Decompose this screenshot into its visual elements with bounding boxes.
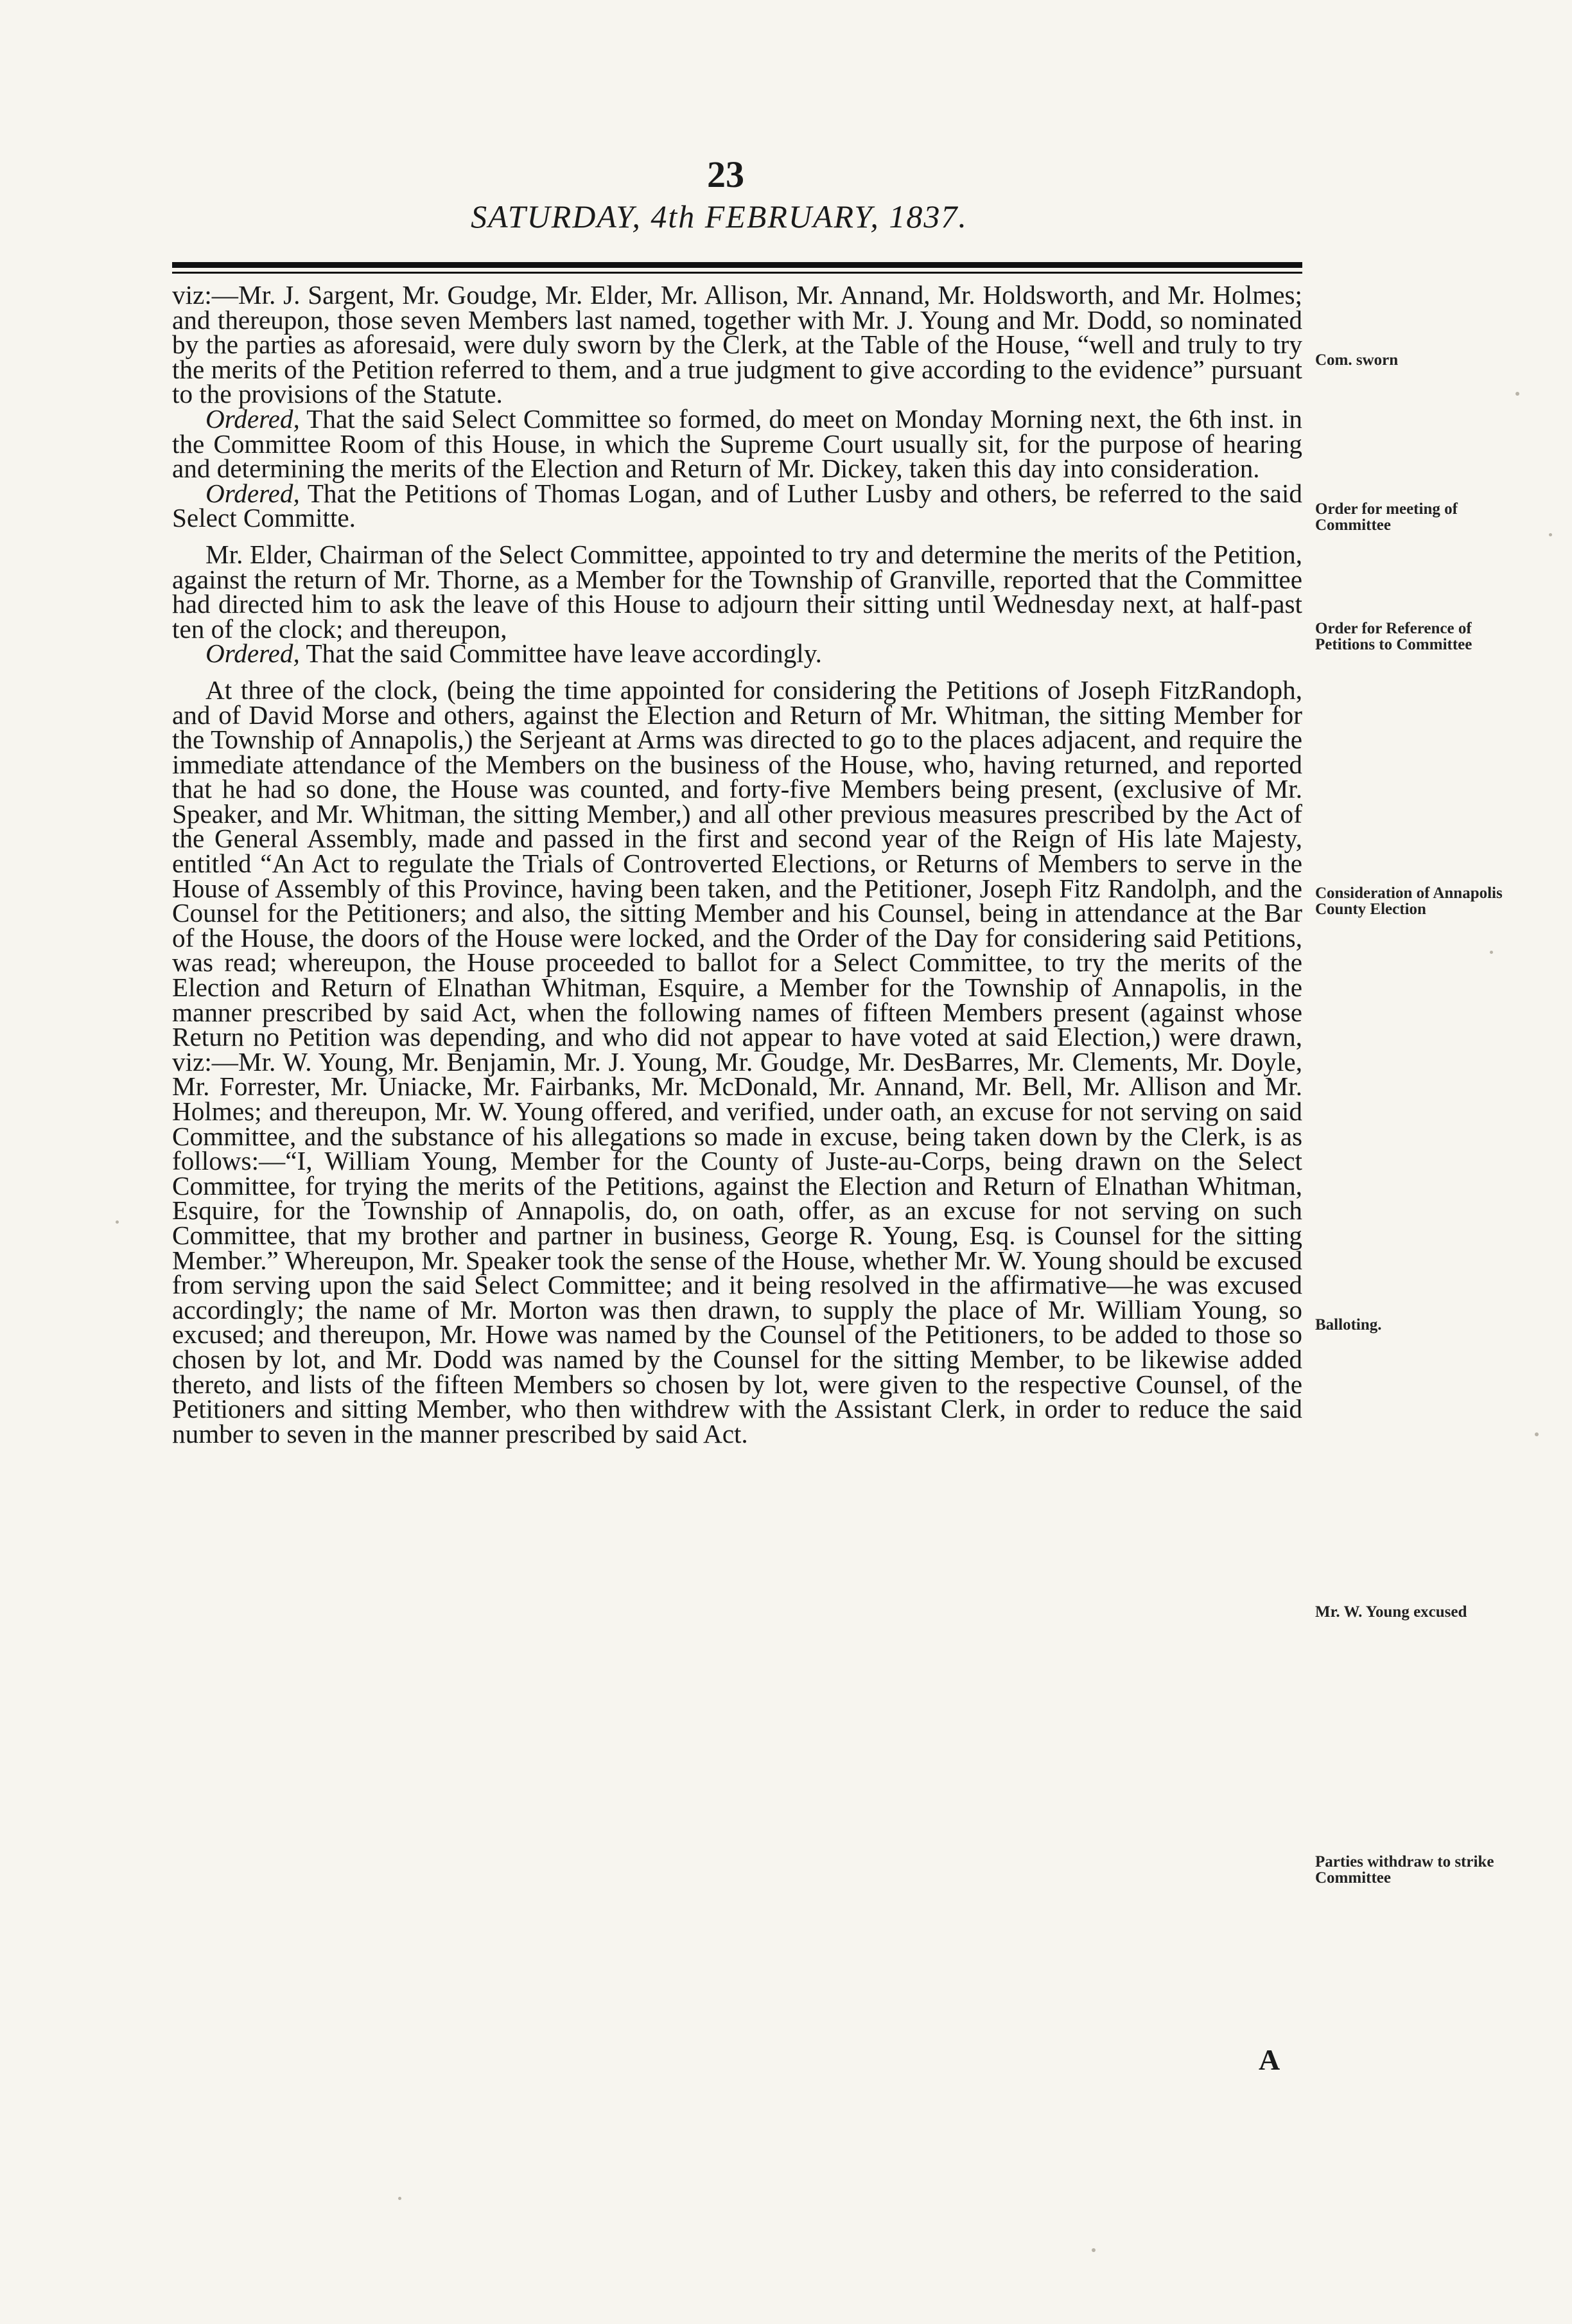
ordered-label: Ordered, <box>205 403 300 434</box>
journal-body <box>172 280 1302 1448</box>
margin-note-parties-withdraw: Parties withdraw to strike Committee <box>1315 1853 1494 1887</box>
paragraph-text: Mr. Elder, Chairman of the Select Committee, appointed to try and determine the merits of the Petition, against the return of Mr. Thorne, as a Member for the Township of Granville, reported that the Committee had directed him to ask the leave of this House to adjourn their sitting until Wednesday next, at half-past ten of the clock; and thereupon, <box>172 539 1302 644</box>
page-number: 23 <box>707 154 744 195</box>
paragraph-text: viz:—Mr. J. Sargent, Mr. Goudge, Mr. Elder, Mr. Allison, Mr. Annand, Mr. Holdsworth, and Mr. Holmes; and thereupon, those seven Members last named, together with Mr. J. Young and Mr. Dodd, so nominated by the parties as aforesaid, were duly sworn by the Clerk, at the Table of the House, “well and truly to try the merits of the Petition referred to them, and a true judgment to give according to the evidence” pursuant to the provisions of the Statute. <box>172 280 1302 409</box>
margin-note-order-meeting: Order for meeting of Committee <box>1315 500 1458 534</box>
paper-speck <box>1535 1432 1539 1436</box>
catchword: A <box>1259 2043 1280 2076</box>
paragraph-text: That the said Committee have leave accordingly. <box>299 638 822 669</box>
paper-speck <box>1092 2248 1096 2252</box>
margin-note-order-reference: Order for Reference of Petitions to Committee <box>1315 620 1472 653</box>
paper-speck <box>1490 951 1493 954</box>
paragraph-order-reference <box>172 478 1302 533</box>
paper-speck <box>116 1220 119 1224</box>
margin-note-com-sworn: Com. sworn <box>1315 351 1399 369</box>
paragraph-annapolis-election <box>172 674 1302 1448</box>
paper-speck <box>1549 533 1552 536</box>
header-rule-thin <box>172 272 1302 274</box>
running-head: SATURDAY, 4th FEBRUARY, 1837. <box>471 198 968 234</box>
paragraph-text: That the Petitions of Thomas Logan, and of Luther Lusby and others, be referred to the said Select Committe. <box>172 478 1302 533</box>
paragraph-committee-sworn <box>172 280 1302 409</box>
header-rule-thick <box>172 262 1302 268</box>
margin-note-young-excused: Mr. W. Young excused <box>1315 1603 1467 1621</box>
margin-note-balloting: Balloting. <box>1315 1316 1382 1334</box>
paragraph-text: That the said Select Committee so formed, do meet on Monday Morning next, the 6th inst. in the Committee Room of this House, in which the Supreme Court usually sit, for the purpose of hearing and determining the merits of the Election and Return of Mr. Dickey, taken this day into consideration. <box>172 403 1302 484</box>
paper-speck <box>1515 392 1519 396</box>
paragraph-text: At three of the clock, (being the time appointed for considering the Petitions of Joseph FitzRandoph, and of David Morse and others, against the Election and Return of Mr. Whitman, the sitting Member for the Township of Annapolis,) the Serjeant at Arms was directed to go to the places adjacent, and require the immediate attendance of the Members on the business of the House, who, having returned, and reported that he had so done, the House was counted, and forty-five Members being present, (exclusive of Mr. Speaker, and Mr. Whitman, the sitting Member,) and all other previous measures prescribed by the Act of the General Assembly, made and passed in the first and second year of the Reign of His late Majesty, entitled “An Act to regulate the Trials of Controverted Elections, or Returns of Members to serve in the House of Assembly of this Province, having been taken, and the Petitioner, Joseph Fitz Randolph, and the Counsel for the Petitioners; and also, the sitting Member and his Counsel, being in attendance at the Bar of the House, the doors of the House were locked, and the Order of the Day for considering said Petitions, was read; whereupon, the House proceeded to ballot for a Select Committee, to try the merits of the Election and Return of Elnathan Whitman, Esquire, a Member for the Township of Annapolis, in the manner prescribed by said Act, when the following names of fifteen Members present (against whose Return no Petition was depending, and who did not appear to have voted at said Election,) were drawn, viz:—Mr. W. Young, Mr. Benjamin, Mr. J. Young, Mr. Goudge, Mr. DesBarres, Mr. Clements, Mr. Doyle, Mr. Forrester, Mr. Uniacke, Mr. Fairbanks, Mr. McDonald, Mr. Annand, Mr. Bell, Mr. Allison and Mr. Holmes; and thereupon, Mr. W. Young offered, and verified, under oath, an excuse for not serving on said Committee, and the substance of his allegations so made in excuse, being taken down by the Clerk, is as follows:—“I, William Young, Member for the County of Juste-au-Corps, being drawn on the Select Committee, for trying the merits of the Petitions, against the Election and Return of Elnathan Whitman, Esquire, for the Township of Annapolis, do, on oath, offer, as an excuse for not serving on such Committee, that my brother and partner in business, George R. Young, Esq. is Counsel for the sitting Member.” Whereupon, Mr. Speaker took the sense of the House, whether Mr. W. Young should be excused from serving upon the said Select Committee; and it being resolved in the affirmative—he was excused accordingly; the name of Mr. Morton was then drawn, to supply the place of Mr. William Young, so excused; and thereupon, Mr. Howe was named by the Counsel of the Petitioners, to be added to those so chosen by lot, and Mr. Dodd was named by the Counsel for the sitting Member, to be likewise added thereto, and lists of the fifteen Members so chosen by lot, were given to the respective Counsel, of the Petitioners and sitting Member, who then withdrew with the Assistant Clerk, in order to reduce the said number to seven in the manner prescribed by said Act. <box>172 674 1302 1448</box>
ordered-label: Ordered, <box>205 638 300 669</box>
paragraph-elder-report <box>172 539 1302 644</box>
margin-note-annapolis-election: Consideration of Annapolis County Election <box>1315 885 1503 918</box>
ordered-label: Ordered, <box>205 478 300 508</box>
paper-speck <box>398 2197 401 2200</box>
paragraph-order-leave <box>172 638 1302 669</box>
paragraph-order-meeting <box>172 403 1302 484</box>
